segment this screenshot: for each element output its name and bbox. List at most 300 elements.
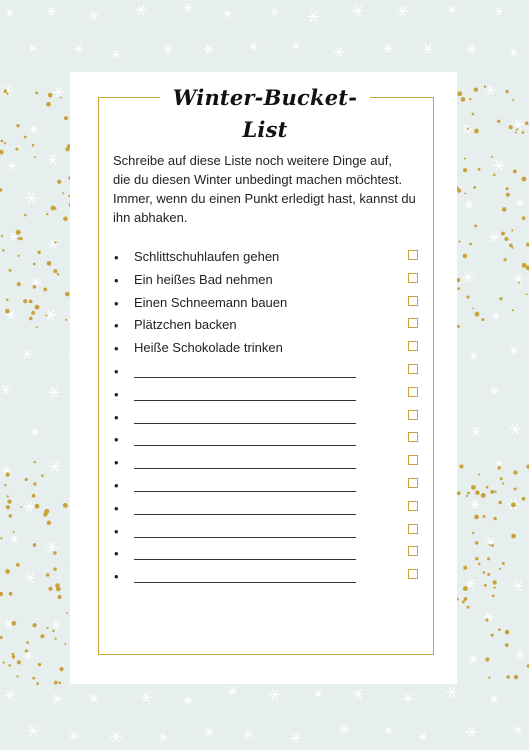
snowflake-icon	[271, 8, 279, 15]
gold-dot	[3, 661, 5, 663]
write-in-line[interactable]	[134, 445, 356, 446]
snowflake-icon	[244, 730, 253, 738]
gold-dot	[493, 517, 496, 520]
bullet-icon: •	[114, 523, 119, 539]
snowflake-icon	[339, 725, 350, 735]
snowflake-icon	[48, 387, 60, 397]
list-item-label: Einen Schneemann bauen	[134, 294, 288, 310]
gold-dot	[7, 499, 11, 503]
snowflake-icon	[22, 350, 31, 358]
gold-dot	[487, 557, 490, 560]
gold-dot	[467, 606, 470, 609]
snowflake-icon	[53, 87, 64, 97]
gold-dot	[464, 597, 468, 601]
page-title: Winter-Bucket-List	[160, 82, 370, 114]
gold-dot	[502, 482, 504, 484]
gold-dot	[506, 187, 509, 190]
gold-dot	[5, 472, 9, 476]
gold-dot	[485, 658, 489, 662]
snowflake-icon	[110, 732, 122, 742]
gold-dot	[29, 317, 33, 321]
gold-dot	[32, 623, 36, 627]
gold-dot	[0, 636, 3, 639]
gold-dot	[478, 474, 480, 476]
bullet-icon: •	[114, 386, 119, 402]
snowflake-icon	[420, 734, 427, 740]
gold-dot	[515, 131, 517, 133]
gold-dot	[46, 573, 49, 576]
snowflake-icon	[403, 694, 414, 703]
bullet-icon: •	[114, 546, 119, 562]
gold-dot	[6, 298, 9, 301]
checkbox-icon[interactable]	[408, 524, 418, 534]
gold-dot	[522, 177, 527, 182]
gold-dot	[489, 544, 491, 546]
gold-dot	[494, 587, 496, 589]
gold-dot	[47, 627, 49, 629]
list-item	[114, 269, 424, 292]
gold-dot	[463, 586, 468, 591]
gold-dot	[525, 121, 529, 125]
snowflake-icon	[48, 240, 58, 249]
snowflake-icon	[490, 695, 499, 703]
snowflake-icon	[448, 6, 456, 13]
snowflake-icon	[46, 542, 58, 552]
gold-dot	[457, 491, 461, 495]
gold-dot	[16, 563, 20, 567]
gold-dot	[55, 638, 57, 640]
intro-line: die du diesen Winter unbedingt machen möchtest.	[113, 172, 403, 187]
snowflake-icon	[27, 726, 38, 736]
gold-dot	[29, 300, 33, 304]
gold-dot	[26, 641, 29, 644]
gold-dot	[459, 464, 463, 468]
snowflake-icon	[1, 385, 10, 393]
list-item	[114, 383, 424, 406]
snowflake-icon	[468, 655, 477, 663]
gold-dot	[11, 621, 16, 626]
gold-dot	[506, 193, 510, 197]
gold-dot	[33, 543, 37, 547]
gold-dot	[35, 91, 38, 94]
gold-dot	[1, 140, 4, 143]
list-item	[114, 246, 424, 269]
snowflake-icon	[495, 8, 503, 15]
snowflake-icon	[183, 4, 192, 12]
checkbox-icon[interactable]	[408, 410, 418, 420]
gold-dot	[46, 102, 51, 107]
gold-dot	[4, 89, 8, 93]
gold-dot	[514, 488, 517, 491]
snowflake-icon	[513, 119, 525, 129]
gold-dot	[462, 600, 465, 603]
gold-dot	[475, 490, 480, 495]
snowflake-icon	[352, 6, 364, 16]
write-in-line[interactable]	[134, 423, 356, 424]
gold-dot	[475, 312, 480, 317]
bullet-icon: •	[114, 363, 119, 379]
checkbox-icon[interactable]	[408, 546, 418, 556]
gold-dot	[464, 192, 466, 194]
gold-dot	[44, 509, 49, 514]
gold-dot	[33, 285, 37, 289]
checkbox-icon[interactable]	[408, 501, 418, 511]
gold-dot	[498, 628, 501, 631]
checkbox-icon[interactable]	[408, 478, 418, 488]
gold-dot	[4, 142, 6, 144]
gold-dot	[487, 573, 490, 576]
bullet-icon: •	[114, 432, 119, 448]
gold-dot	[40, 634, 44, 638]
write-in-line[interactable]	[134, 514, 356, 515]
list-item	[114, 428, 424, 451]
checkbox-icon[interactable]	[408, 569, 418, 579]
gold-dot	[492, 595, 495, 598]
gold-dot	[498, 501, 502, 505]
gold-dot	[486, 486, 489, 489]
snowflake-icon	[5, 690, 16, 700]
gold-dot	[511, 502, 516, 507]
gold-dot	[62, 192, 64, 194]
gold-dot	[57, 273, 60, 276]
checkbox-icon[interactable]	[408, 296, 418, 306]
snowflake-icon	[25, 193, 37, 203]
gold-dot	[4, 484, 6, 486]
gold-dot	[488, 677, 490, 679]
write-in-line[interactable]	[134, 537, 356, 538]
gold-dot	[41, 474, 44, 477]
gold-dot	[464, 158, 466, 160]
gold-dot	[24, 214, 27, 217]
gold-dot	[53, 567, 56, 570]
gold-dot	[478, 168, 481, 171]
gold-dot	[463, 168, 467, 172]
gold-dot	[459, 240, 461, 242]
gold-dot	[43, 288, 47, 292]
list-item	[114, 406, 424, 429]
gold-dot	[9, 269, 12, 272]
checkbox-icon[interactable]	[408, 273, 418, 283]
snowflake-icon	[490, 388, 498, 395]
snowflake-icon	[184, 697, 192, 704]
snowflake-icon	[509, 346, 518, 353]
snowflake-icon	[249, 43, 257, 50]
snowflake-icon	[514, 726, 523, 733]
gold-dot	[24, 136, 27, 139]
bullet-icon: •	[114, 455, 119, 471]
gold-dot	[19, 237, 23, 241]
snowflake-icon	[269, 690, 280, 700]
snowflake-icon	[158, 733, 167, 741]
snowflake-icon	[31, 428, 39, 435]
snowflake-icon	[47, 155, 58, 165]
snowflake-icon	[398, 7, 408, 15]
gold-dot	[55, 583, 60, 588]
gold-dot	[17, 660, 21, 664]
snowflake-icon	[6, 9, 14, 16]
snowflake-icon	[24, 502, 34, 511]
gold-dot	[16, 230, 21, 235]
gold-dot	[522, 216, 526, 220]
gold-dot	[46, 213, 48, 215]
list-item	[114, 314, 424, 337]
snowflake-icon	[466, 579, 476, 588]
write-in-line[interactable]	[134, 491, 356, 492]
snowflake-icon	[112, 51, 120, 58]
write-in-line[interactable]	[134, 582, 356, 583]
gold-dot	[471, 485, 476, 490]
gold-dot	[463, 566, 467, 570]
snowflake-icon	[164, 46, 172, 53]
gold-dot	[5, 309, 10, 314]
gold-dot	[9, 514, 12, 517]
gold-dot	[63, 217, 67, 221]
gold-dot	[64, 643, 66, 645]
gold-dot	[491, 156, 493, 158]
intro-line: Schreibe auf diese Liste noch weitere Dinge auf,	[113, 153, 392, 168]
gold-dot	[37, 251, 41, 255]
gold-dot	[466, 495, 468, 497]
gold-dot	[492, 580, 496, 584]
snowflake-icon	[315, 691, 323, 698]
snowflake-icon	[204, 44, 215, 53]
snowflake-icon	[136, 5, 147, 14]
gold-dot	[469, 98, 471, 100]
snowflake-icon	[489, 233, 499, 242]
gold-dot	[18, 255, 20, 257]
gold-dot	[60, 97, 62, 99]
gold-dot	[502, 207, 507, 212]
gold-dot	[2, 249, 4, 251]
gold-dot	[25, 478, 28, 481]
snowflake-icon	[384, 44, 393, 52]
gold-dot	[499, 568, 501, 570]
bullet-icon: •	[114, 295, 119, 311]
snowflake-icon	[50, 462, 60, 471]
snowflake-icon	[514, 274, 524, 282]
gold-dot	[6, 93, 8, 95]
list-item	[114, 451, 424, 474]
gold-dot	[45, 314, 47, 316]
gold-dot	[509, 125, 513, 129]
gold-dot	[6, 505, 10, 509]
gold-dot	[467, 127, 469, 129]
checkbox-icon[interactable]	[408, 250, 418, 260]
list-item	[114, 337, 424, 360]
bullet-icon: •	[114, 272, 119, 288]
checkbox-icon[interactable]	[408, 455, 418, 465]
gold-dot	[504, 237, 508, 241]
gold-dot	[5, 569, 10, 574]
intro-text	[113, 151, 433, 227]
snowflake-icon	[470, 501, 479, 509]
snowflake-icon	[513, 581, 524, 590]
gold-dot	[484, 86, 486, 88]
gold-dot	[494, 491, 496, 493]
gold-dot	[457, 188, 461, 192]
gold-dot	[512, 99, 514, 101]
snowflake-icon	[51, 694, 61, 703]
gold-dot	[58, 681, 61, 684]
gold-dot	[9, 592, 13, 596]
gold-dot	[500, 477, 503, 480]
snowflake-icon	[446, 687, 457, 697]
snowflake-icon	[30, 126, 38, 133]
gold-dot	[0, 592, 3, 596]
gold-dot	[472, 307, 474, 309]
gold-dot	[467, 492, 470, 495]
snowflake-icon	[8, 162, 16, 169]
gold-dot	[16, 675, 18, 677]
snowflake-icon	[10, 535, 19, 542]
snowflake-icon	[510, 424, 521, 433]
gold-dot	[0, 537, 2, 539]
gold-dot	[8, 664, 11, 667]
gold-dot	[33, 482, 36, 485]
list-item	[114, 565, 424, 588]
list-item-label: Heiße Schokolade trinken	[134, 340, 283, 356]
snowflake-icon	[89, 11, 99, 20]
bullet-icon: •	[114, 250, 119, 265]
write-in-line[interactable]	[134, 400, 356, 401]
gold-dot	[491, 633, 494, 636]
write-in-line[interactable]	[134, 377, 356, 378]
checkbox-icon[interactable]	[408, 387, 418, 397]
gold-dot	[505, 90, 508, 93]
gold-dot	[1, 235, 3, 237]
snowflake-icon	[510, 49, 518, 56]
list-item	[114, 520, 424, 543]
gold-dot	[36, 326, 38, 328]
gold-dot	[64, 116, 68, 120]
snowflake-icon	[486, 538, 495, 546]
gold-dot	[47, 261, 52, 266]
intro-line: Immer, wenn du einen Punkt erledigt hast, kannst du	[113, 191, 416, 206]
gold-dot	[15, 148, 18, 151]
gold-dot	[53, 269, 57, 273]
gold-dot	[522, 497, 526, 501]
bullet-icon: •	[114, 477, 119, 493]
gold-dot	[472, 532, 474, 534]
gold-dot	[54, 681, 58, 685]
snowflake-icon	[140, 692, 152, 702]
gold-dot	[526, 293, 528, 295]
gold-dot	[66, 612, 68, 614]
gold-dot	[0, 188, 2, 192]
gold-dot	[474, 225, 477, 228]
gold-dot	[12, 653, 15, 656]
snowflake-icon	[292, 43, 299, 49]
gold-dot	[32, 144, 35, 147]
gold-dot	[466, 295, 469, 298]
snowflake-icon	[69, 732, 79, 740]
gold-dot	[461, 97, 466, 102]
gold-dot	[7, 495, 9, 497]
gold-dot	[512, 309, 514, 311]
snowflake-icon	[463, 272, 474, 282]
list-item	[114, 497, 424, 520]
snowflake-icon	[422, 45, 433, 55]
snowflake-icon	[466, 727, 478, 737]
write-in-line[interactable]	[134, 468, 356, 469]
gold-dot	[511, 229, 513, 231]
snowflake-icon	[353, 690, 363, 699]
checkbox-icon[interactable]	[408, 432, 418, 442]
list-item	[114, 542, 424, 565]
bullet-icon: •	[114, 569, 119, 585]
gold-dot	[474, 129, 479, 134]
list-item-label: Plätzchen backen	[134, 317, 237, 333]
snowflake-icon	[53, 622, 60, 628]
gold-dot	[516, 128, 518, 130]
snowflake-icon	[47, 7, 57, 15]
bucket-list-card	[70, 72, 457, 684]
gold-dot	[13, 531, 15, 533]
checkbox-icon[interactable]	[408, 364, 418, 374]
snowflake-icon	[493, 161, 504, 171]
gold-dot	[65, 319, 67, 321]
gold-dot	[483, 571, 486, 574]
gold-dot	[506, 675, 510, 679]
gold-dot	[47, 521, 51, 525]
bullet-icon: •	[114, 500, 119, 516]
snowflake-icon	[467, 46, 475, 53]
gold-dot	[463, 254, 467, 258]
gold-dot	[505, 630, 510, 635]
gold-dot	[474, 87, 478, 91]
bullet-icon: •	[114, 341, 119, 357]
gold-dot	[25, 649, 28, 652]
gold-dot	[505, 643, 509, 647]
gold-dot	[20, 506, 22, 508]
gold-dot	[51, 206, 56, 211]
gold-dot	[511, 247, 513, 249]
gold-dot	[0, 150, 4, 155]
gold-dot	[32, 677, 35, 680]
gold-dot	[497, 120, 500, 123]
gold-dot	[475, 557, 478, 560]
write-in-line[interactable]	[134, 559, 356, 560]
gold-dot	[478, 563, 481, 566]
snowflake-icon	[385, 727, 393, 734]
gold-dot	[48, 93, 53, 98]
gold-dot	[469, 243, 472, 246]
gold-dot	[474, 515, 479, 520]
gold-dot	[481, 318, 484, 321]
gold-dot	[65, 292, 70, 297]
gold-dot	[490, 490, 494, 494]
snowflake-icon	[9, 233, 18, 241]
gold-dot	[483, 515, 486, 518]
snowflake-icon	[290, 734, 301, 743]
intro-line: ihn abhaken.	[113, 210, 188, 225]
checkbox-icon[interactable]	[408, 318, 418, 328]
gold-dot	[32, 494, 36, 498]
gold-dot	[513, 170, 517, 174]
gold-dot	[473, 186, 476, 189]
gold-dot	[472, 113, 475, 116]
gold-dot	[57, 180, 61, 184]
gold-dot	[16, 124, 19, 127]
gold-dot	[481, 493, 486, 498]
gold-dot	[484, 584, 487, 587]
gold-dot	[31, 311, 35, 315]
gold-dot	[58, 595, 62, 599]
checkbox-icon[interactable]	[408, 341, 418, 351]
snowflake-icon	[465, 201, 474, 208]
snowflake-icon	[334, 47, 344, 56]
list-item	[114, 292, 424, 315]
